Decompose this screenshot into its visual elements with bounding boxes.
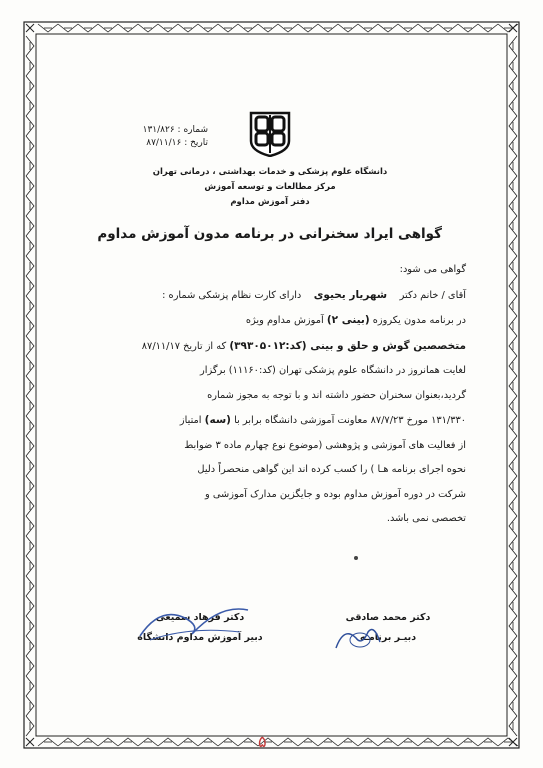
- recipient-line: [78, 283, 466, 309]
- body-line-8: از فعالیت های آموزشی و پژوهشی (موضوع نوع چهارم ماده ۳ ضوابط: [184, 439, 466, 451]
- right-signature-stroke: [330, 620, 390, 656]
- institution-line-1: دانشگاه علوم پزشکی و خدمات بهداشتی ، درمانی تهران: [152, 167, 388, 177]
- license-text: دارای کارت نظام پزشکی شماره :: [162, 289, 302, 301]
- program-tail: آموزش مداوم ویژه: [245, 315, 324, 326]
- institution-block: [150, 165, 390, 210]
- left-signature-stroke: [130, 596, 260, 646]
- date-value: ۸۷/۱۱/۱۶: [146, 138, 182, 148]
- permit-text: ۱۳۱/۳۳۰ مورخ ۸۷/۷/۲۳ معاونت آموزشی دانشگاه برابر با: [234, 415, 466, 426]
- number-row: [90, 124, 208, 137]
- points-value: (سه): [204, 414, 231, 426]
- permit-line: [78, 408, 466, 434]
- start-date-text: که از تاریخ ۸۷/۱۱/۱۷: [141, 340, 227, 352]
- right-signer-name: دکتر محمد صادقی: [345, 612, 431, 623]
- handwritten-number: ۵: [258, 732, 267, 751]
- left-signer-title: دبیر آموزش مداوم دانشگاه: [137, 632, 263, 643]
- specialists-code: متخصصین گوش و حلق و بینی (کد:۳۹۳۰۵۰۱۲): [229, 339, 466, 352]
- body-line-11: تخصصی نمی باشد.: [386, 513, 466, 524]
- left-signer-name: دکتر فرهاد سمیعی: [155, 612, 245, 623]
- date-label: تاریخ :: [184, 138, 208, 148]
- number-label: شماره :: [177, 125, 208, 135]
- program-name: (بینی ۲): [326, 314, 370, 326]
- certificate-body: [78, 258, 466, 532]
- body-line-5: لغایت همانروز در دانشگاه علوم پزشکی تهران (کد:۱۱۱۶۰) برگزار: [200, 365, 466, 376]
- institution-line-3: دفتر آموزش مداوم: [230, 197, 310, 207]
- program-line: [78, 308, 466, 334]
- number-value: ۱۳۱/۸۲۶: [142, 125, 175, 135]
- university-emblem-icon: [248, 111, 292, 157]
- specialists-line: [78, 334, 466, 360]
- date-row: [90, 137, 208, 150]
- ink-dot: [354, 556, 358, 560]
- program-intro: در برنامه مدون یکروزه: [372, 315, 466, 326]
- right-signer-title: دبیـر برنامـه: [359, 632, 417, 643]
- opening-line: گواهی می شود:: [399, 264, 466, 275]
- body-line-6: گردید،بعنوان سخنران حضور داشته اند و با توجه به مجوز شماره: [207, 389, 466, 401]
- document-title: گواهی ایراد سخنرانی در برنامه مدون آموزش مداوم: [97, 226, 442, 242]
- person-name: شهریار یحیوی: [313, 288, 388, 301]
- institution-line-2: مرکز مطالعات و توسعه آموزش: [204, 182, 336, 192]
- body-line-10: شرکت در دوره آموزش مداوم بوده و جایگزین مدارک آموزشی و: [205, 488, 466, 500]
- points-label: امتیاز: [179, 415, 202, 426]
- body-line-9: نحوه اجرای برنامه هـا ) را کسب کرده اند این گواهی منحصراً دلیل: [197, 464, 466, 475]
- salutation: آقای / خانم دکتر: [399, 289, 466, 301]
- document-meta: [90, 124, 208, 150]
